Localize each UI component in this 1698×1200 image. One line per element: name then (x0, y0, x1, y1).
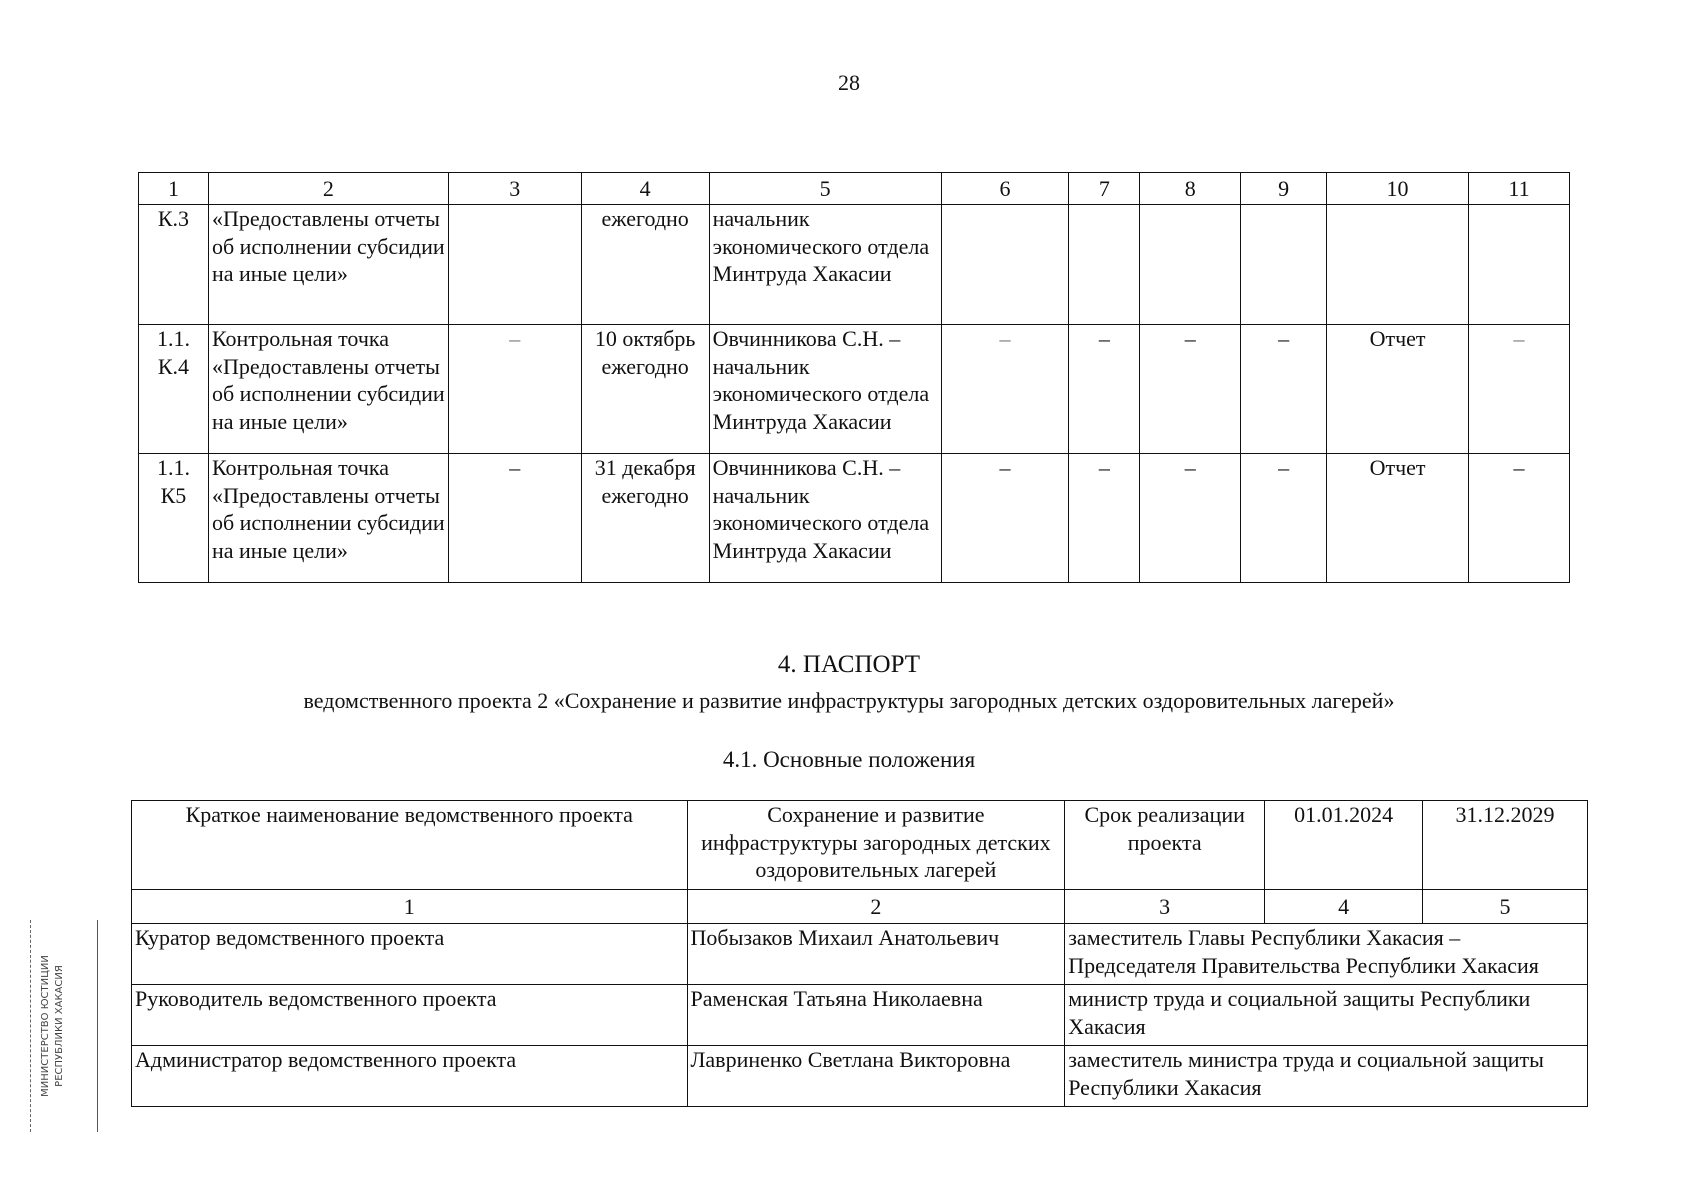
term-label: Срок реализации проекта (1065, 801, 1265, 890)
role-label: Куратор ведомственного проекта (132, 924, 688, 985)
row-result: Отчет (1327, 454, 1469, 583)
row-name: Контрольная точка «Предоставлены отчеты об исполнении субсидии на иные цели» (208, 325, 448, 454)
table-cell: – (1469, 325, 1570, 454)
table-cell (448, 205, 581, 325)
term-start: 01.01.2024 (1265, 801, 1423, 890)
page-number: 28 (838, 70, 860, 95)
table-cell: – (1241, 454, 1327, 583)
row-number: 1.1. К5 (139, 454, 209, 583)
table-cell: – (1069, 325, 1140, 454)
table-row (139, 325, 1570, 454)
table-cell (1469, 205, 1570, 325)
stamp-line: МИНИСТЕРСТВО ЮСТИЦИИ (40, 955, 51, 1097)
table-cell (941, 205, 1069, 325)
column-header: 2 (208, 173, 448, 205)
column-number: 3 (1065, 890, 1265, 924)
column-header: 5 (709, 173, 941, 205)
project-short-name: Сохранение и развитие инфраструктуры загородных детских оздоровительных лагерей (687, 801, 1065, 890)
table-row (132, 985, 1588, 1046)
person-position: министр труда и социальной защиты Республики Хакасия (1065, 985, 1588, 1046)
person-position: заместитель Главы Республики Хакасия – Председателя Правительства Республики Хакасия (1065, 924, 1588, 985)
table-cell: – (1241, 325, 1327, 454)
person-name: Побызаков Михаил Анатольевич (687, 924, 1065, 985)
table-cell (1241, 205, 1327, 325)
row-number: 1.1. К.4 (139, 325, 209, 454)
column-number: 5 (1423, 890, 1588, 924)
column-header: 3 (448, 173, 581, 205)
table-number-row (132, 890, 1588, 924)
row-name: Контрольная точка «Предоставлены отчеты об исполнении субсидии на иные цели» (208, 454, 448, 583)
column-header: 11 (1469, 173, 1570, 205)
row-responsible: Овчинникова С.Н. – начальник экономического отдела Минтруда Хакасии (709, 325, 941, 454)
row-name: «Предоставлены отчеты об исполнении субсидии на иные цели» (208, 205, 448, 325)
table-cell (1140, 205, 1241, 325)
table-cell: – (1140, 325, 1241, 454)
registration-stamp (30, 920, 98, 1132)
table-cell: – (1469, 454, 1570, 583)
person-name: Лавриненко Светлана Викторовна (687, 1046, 1065, 1107)
column-header: 9 (1241, 173, 1327, 205)
row-deadline: ежегодно (581, 205, 709, 325)
table-cell (1069, 205, 1140, 325)
person-position: заместитель министра труда и социальной защиты Республики Хакасия (1065, 1046, 1588, 1107)
column-header: 6 (941, 173, 1069, 205)
column-header: 10 (1327, 173, 1469, 205)
table-cell: – (1140, 454, 1241, 583)
table-row (132, 924, 1588, 985)
subsection-title: 4.1. Основные положения (722, 747, 976, 772)
row-responsible: начальник экономического отдела Минтруда Хакасии (709, 205, 941, 325)
table-row (132, 801, 1588, 890)
stamp-line: РЕСПУБЛИКИ ХАКАСИЯ (54, 965, 65, 1087)
column-header: 1 (139, 173, 209, 205)
column-number: 1 (132, 890, 688, 924)
person-name: Раменская Татьяна Николаевна (687, 985, 1065, 1046)
role-label: Руководитель ведомственного проекта (132, 985, 688, 1046)
table-cell: – (941, 325, 1069, 454)
column-header: 7 (1069, 173, 1140, 205)
table-row (132, 1046, 1588, 1107)
term-end: 31.12.2029 (1423, 801, 1588, 890)
section-subtitle: ведомственного проекта 2 «Сохранение и развитие инфраструктуры загородных детских оздоровительных лагерей» (303, 688, 1395, 713)
project-passport-table (131, 800, 1588, 1107)
row-result: Отчет (1327, 325, 1469, 454)
column-number: 4 (1265, 890, 1423, 924)
row-responsible: Овчинникова С.Н. – начальник экономического отдела Минтруда Хакасии (709, 454, 941, 583)
role-label: Администратор ведомственного проекта (132, 1046, 688, 1107)
table-row (139, 454, 1570, 583)
table-cell: – (448, 325, 581, 454)
section-title: 4. ПАСПОРТ (777, 651, 921, 678)
row-number: К.3 (139, 205, 209, 325)
project-short-name-label: Краткое наименование ведомственного проекта (132, 801, 688, 890)
table-cell: – (1069, 454, 1140, 583)
row-deadline: 31 декабря ежегодно (581, 454, 709, 583)
stamp-text (31, 920, 97, 1132)
column-header: 4 (581, 173, 709, 205)
table-header-row (139, 173, 1570, 205)
table-cell: – (941, 454, 1069, 583)
row-deadline: 10 октябрь ежегодно (581, 325, 709, 454)
column-header: 8 (1140, 173, 1241, 205)
table-row (139, 205, 1570, 325)
table-cell: – (448, 454, 581, 583)
column-number: 2 (687, 890, 1065, 924)
indicators-table (138, 172, 1570, 583)
table-cell (1327, 205, 1469, 325)
